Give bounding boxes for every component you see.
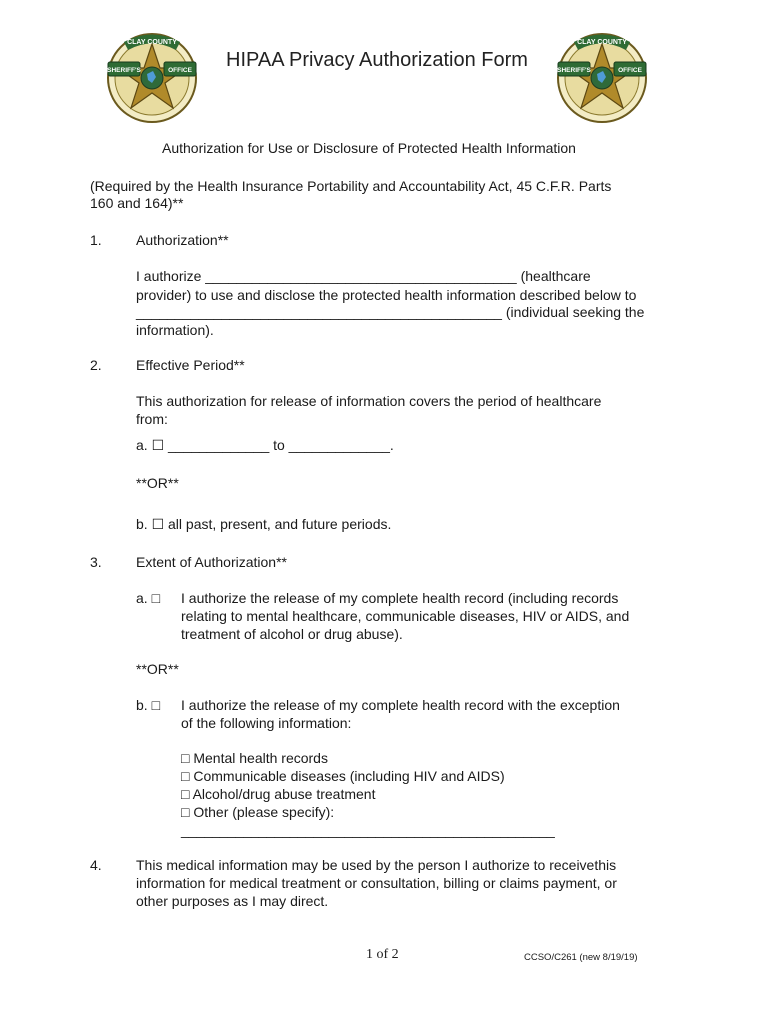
exception-alcohol-drug-checkbox[interactable]: □ Alcohol/drug abuse treatment — [181, 786, 376, 802]
section-heading: Effective Period** — [136, 357, 245, 373]
section-number: 4. — [90, 857, 102, 873]
authorization-line: information). — [136, 322, 214, 338]
period-line: from: — [136, 411, 168, 427]
period-option-a[interactable]: a. ☐ _____________ to _____________. — [136, 437, 394, 453]
required-note-line: (Required by the Health Insurance Portability and Accountability Act, 45 C.F.R. Parts — [90, 178, 612, 194]
seal-text-right: OFFICE — [618, 67, 642, 74]
usage-line: information for medical treatment or consultation, billing or claims payment, or — [136, 875, 617, 891]
required-note-line: 160 and 164)** — [90, 195, 184, 211]
section-heading: Extent of Authorization** — [136, 554, 287, 570]
extent-option-b-line: of the following information: — [181, 715, 352, 731]
seal-text-top: CLAY COUNTY — [577, 39, 627, 46]
extent-option-b-line: I authorize the release of my complete health record with the exception — [181, 697, 620, 713]
form-subtitle: Authorization for Use or Disclosure of Protected Health Information — [162, 140, 576, 156]
authorization-line: provider) to use and disclose the protected health information described below to — [136, 287, 637, 303]
usage-line: other purposes as I may direct. — [136, 893, 329, 909]
period-option-b[interactable]: b. ☐ all past, present, and future periods. — [136, 516, 392, 532]
seal-text-left: SHERIFF'S — [557, 67, 591, 74]
extent-option-a-line: relating to mental healthcare, communicable diseases, HIV or AIDS, and — [181, 608, 630, 624]
exception-other-checkbox[interactable]: □ Other (please specify): — [181, 804, 335, 820]
section-number: 3. — [90, 554, 102, 570]
usage-line: This medical information may be used by the person I authorize to receivethis — [136, 857, 617, 873]
extent-option-a-line: I authorize the release of my complete health record (including records — [181, 590, 619, 606]
extent-option-b-checkbox[interactable]: b. □ — [136, 697, 161, 713]
or-separator: **OR** — [136, 475, 179, 491]
authorization-line: I authorize ________________________________________ (healthcare — [136, 268, 591, 284]
or-separator: **OR** — [136, 661, 179, 677]
exception-other-field[interactable]: ________________________________________________ — [181, 822, 555, 838]
section-heading: Authorization** — [136, 232, 229, 248]
page-number: 1 of 2 — [366, 947, 399, 962]
exception-mental-health-checkbox[interactable]: □ Mental health records — [181, 750, 328, 766]
section-number: 2. — [90, 357, 102, 373]
sheriff-seal-logo-right — [554, 30, 650, 126]
extent-option-a-checkbox[interactable]: a. □ — [136, 590, 161, 606]
seal-text-top: CLAY COUNTY — [127, 39, 177, 46]
seal-text-left: SHERIFF'S — [107, 67, 141, 74]
exception-communicable-checkbox[interactable]: □ Communicable diseases (including HIV and AIDS) — [181, 768, 505, 784]
authorization-line: _______________________________________________ (individual seeking the — [136, 304, 645, 320]
sheriff-seal-logo-left — [104, 30, 200, 126]
form-code: CCSO/C261 (new 8/19/19) — [524, 952, 638, 963]
section-number: 1. — [90, 232, 102, 248]
seal-text-right: OFFICE — [168, 67, 192, 74]
period-line: This authorization for release of information covers the period of healthcare — [136, 393, 602, 409]
extent-option-a-line: treatment of alcohol or drug abuse). — [181, 626, 403, 642]
page-title: HIPAA Privacy Authorization Form — [226, 49, 528, 71]
